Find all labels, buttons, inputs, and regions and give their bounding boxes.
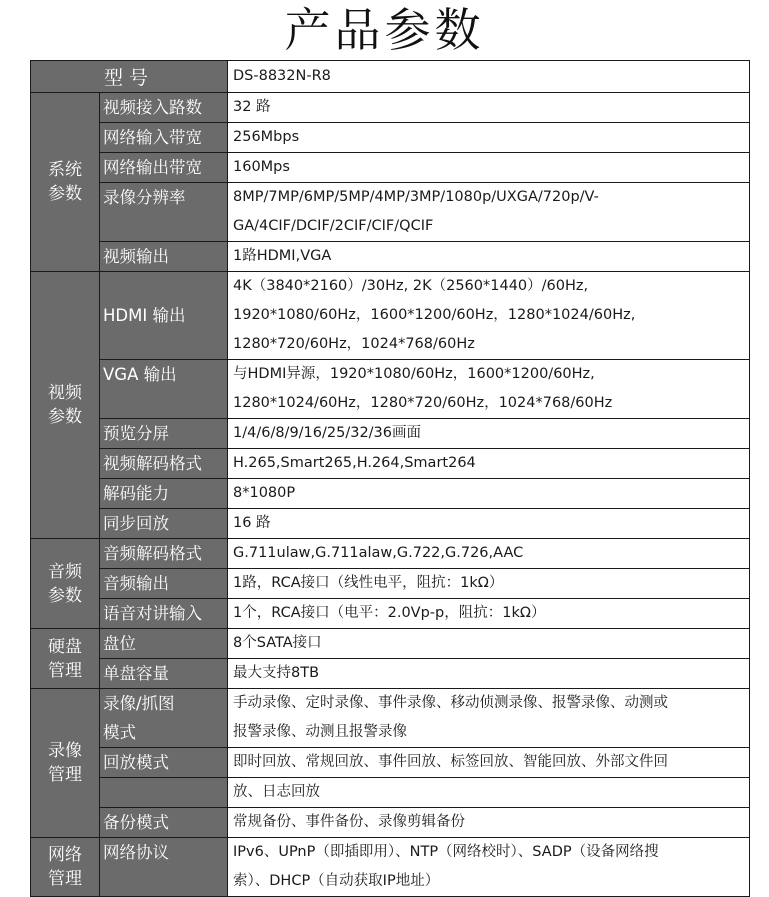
- table-row: [31, 569, 750, 599]
- section-record: 录像管理: [31, 689, 100, 838]
- table-row: [31, 629, 750, 659]
- table-row: [31, 539, 750, 569]
- row-label: 视频解码格式: [100, 449, 228, 479]
- spec-table: [30, 60, 750, 897]
- row-value: 1个，RCA接口（电平：2.0Vp-p，阻抗：1kΩ）: [228, 599, 750, 629]
- row-value: 1路，RCA接口（线性电平，阻抗：1kΩ）: [228, 569, 750, 599]
- row-value: 8*1080P: [228, 479, 750, 509]
- row-label: VGA 输出: [100, 360, 228, 419]
- section-video: 视频参数: [31, 272, 100, 539]
- row-label: 音频解码格式: [100, 539, 228, 569]
- table-row: [31, 659, 750, 689]
- row-value: 160Mps: [228, 153, 750, 183]
- table-row: [31, 509, 750, 539]
- row-label: 预览分屏: [100, 419, 228, 449]
- table-row: [31, 689, 750, 748]
- row-value: 16 路: [228, 509, 750, 539]
- page-title: 产品参数: [284, 3, 485, 57]
- row-value: 放、日志回放: [228, 778, 750, 808]
- table-row: [31, 242, 750, 272]
- table-row: [31, 61, 750, 93]
- row-value: 常规备份、事件备份、录像剪辑备份: [228, 808, 750, 838]
- table-row: [31, 748, 750, 778]
- row-label: 录像分辨率: [100, 183, 228, 242]
- table-row: [31, 153, 750, 183]
- row-label: 网络输出带宽: [100, 153, 228, 183]
- row-value: 最大支持8TB: [228, 659, 750, 689]
- row-label: 音频输出: [100, 569, 228, 599]
- row-label: HDMI 输出: [100, 272, 228, 360]
- row-label: 网络协议: [100, 838, 228, 897]
- section-system: 系统参数: [31, 93, 100, 272]
- table-row: [31, 778, 750, 808]
- row-value: 8个SATA接口: [228, 629, 750, 659]
- row-value: 1路HDMI,VGA: [228, 242, 750, 272]
- blank-cell: [100, 778, 228, 808]
- row-label: 视频接入路数: [100, 93, 228, 123]
- row-label: 语音对讲输入: [100, 599, 228, 629]
- row-value: 256Mbps: [228, 123, 750, 153]
- row-label: 录像/抓图 模式: [100, 689, 228, 748]
- table-row: [31, 419, 750, 449]
- table-row: [31, 808, 750, 838]
- table-row: [31, 479, 750, 509]
- row-value: G.711ulaw,G.711alaw,G.722,G.726,AAC: [228, 539, 750, 569]
- table-row: [31, 93, 750, 123]
- row-label: 网络输入带宽: [100, 123, 228, 153]
- row-value: 手动录像、定时录像、事件录像、移动侦测录像、报警录像、动测或 报警录像、动测且报警录像: [228, 689, 750, 748]
- model-value: DS-8832N-R8: [228, 61, 750, 93]
- table-row: [31, 360, 750, 419]
- row-label: 解码能力: [100, 479, 228, 509]
- row-label: 盘位: [100, 629, 228, 659]
- row-label: 单盘容量: [100, 659, 228, 689]
- model-header: 型号: [31, 61, 228, 93]
- row-label: 视频输出: [100, 242, 228, 272]
- row-value: IPv6、UPnP（即插即用）、NTP（网络校时）、SADP（设备网络搜 索）、DHCP（自动获取IP地址）: [228, 838, 750, 897]
- table-row: [31, 183, 750, 242]
- row-value: 32 路: [228, 93, 750, 123]
- row-label: 同步回放: [100, 509, 228, 539]
- row-value: H.265,Smart265,H.264,Smart264: [228, 449, 750, 479]
- row-value: 与HDMI异源，1920*1080/60Hz，1600*1200/60Hz, 1280*1024/60Hz，1280*720/60Hz，1024*768/60Hz: [228, 360, 750, 419]
- section-disk: 硬盘管理: [31, 629, 100, 689]
- table-row: [31, 599, 750, 629]
- section-audio: 音频参数: [31, 539, 100, 629]
- row-value: 1/4/6/8/9/16/25/32/36画面: [228, 419, 750, 449]
- row-value: 即时回放、常规回放、事件回放、标签回放、智能回放、外部文件回: [228, 748, 750, 778]
- row-value: 4K（3840*2160）/30Hz, 2K（2560*1440）/60Hz, 1920*1080/60Hz，1600*1200/60Hz，1280*1024/60Hz, 1280*720/60Hz，1024*768/60Hz: [228, 272, 750, 360]
- table-row: [31, 123, 750, 153]
- row-label: 备份模式: [100, 808, 228, 838]
- table-row: [31, 449, 750, 479]
- table-row: [31, 272, 750, 360]
- row-value: 8MP/7MP/6MP/5MP/4MP/3MP/1080p/UXGA/720p/V- GA/4CIF/DCIF/2CIF/CIF/QCIF: [228, 183, 750, 242]
- section-network: 网络管理: [31, 838, 100, 897]
- table-row: [31, 838, 750, 897]
- row-label: 回放模式: [100, 748, 228, 778]
